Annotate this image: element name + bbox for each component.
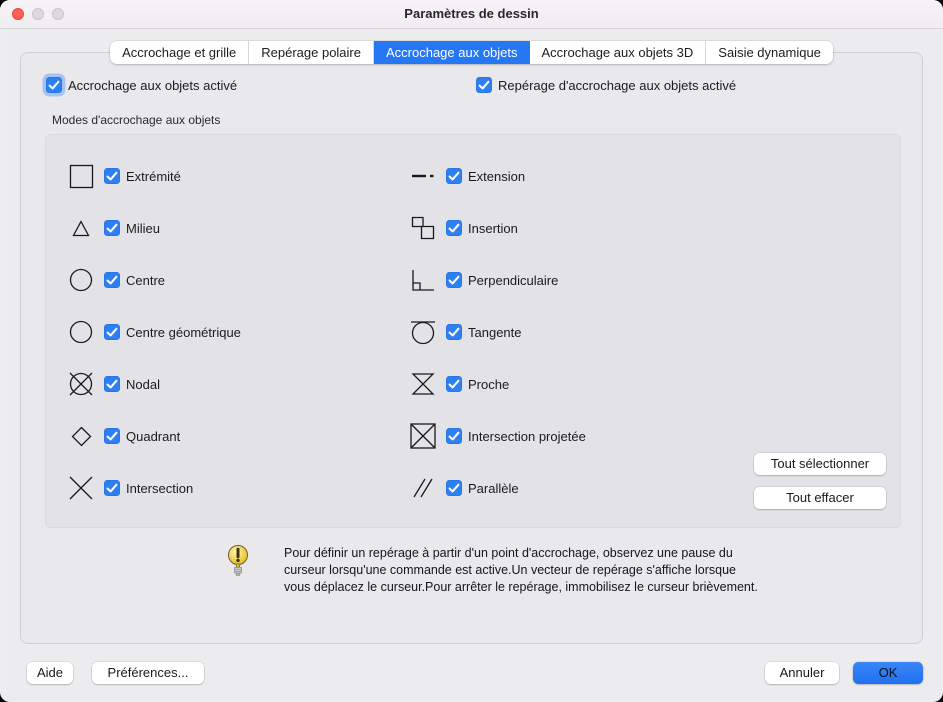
- label-extension: Extension: [468, 168, 526, 184]
- tab-accrochage-aux-objets-3d[interactable]: Accrochage aux objets 3D: [530, 41, 707, 64]
- checkbox-centre-geometrique[interactable]: [104, 324, 120, 340]
- node-circle-x-icon: [64, 371, 98, 397]
- checkbox-parallele[interactable]: [446, 480, 462, 496]
- tab-accrochage-et-grille[interactable]: Accrochage et grille: [110, 41, 249, 64]
- osnap-enabled-label: Accrochage aux objets activé: [68, 77, 238, 93]
- checkbox-centre[interactable]: [104, 272, 120, 288]
- tracking-hint-text: [284, 545, 758, 596]
- snap-row-extremite: [64, 160, 181, 192]
- otrack-enabled-row: [476, 77, 736, 93]
- titlebar: [0, 0, 943, 29]
- snap-row-centre-geometrique: [64, 316, 241, 348]
- label-intersection-projetee: Intersection projetée: [468, 428, 586, 444]
- label-tangente: Tangente: [468, 324, 522, 340]
- hint-line-1: Pour définir un repérage à partir d'un point d'accrochage, observez une pause du: [284, 546, 733, 560]
- checkbox-quadrant[interactable]: [104, 428, 120, 444]
- tab-accrochage-aux-objets[interactable]: Accrochage aux objets: [374, 41, 530, 64]
- label-proche: Proche: [468, 376, 510, 392]
- checkbox-intersection-projetee[interactable]: [446, 428, 462, 444]
- tab-reperage-polaire[interactable]: Repérage polaire: [249, 41, 374, 64]
- settings-panel: [20, 52, 923, 644]
- snap-row-insertion: [406, 212, 518, 244]
- help-button[interactable]: Aide: [27, 662, 73, 684]
- osnap-enabled-row: [46, 77, 237, 93]
- snap-row-proche: [406, 368, 509, 400]
- label-centre-geometrique: Centre géométrique: [126, 324, 241, 340]
- otrack-enabled-label: Repérage d'accrochage aux objets activé: [498, 77, 737, 93]
- label-centre: Centre: [126, 272, 166, 288]
- label-quadrant: Quadrant: [126, 428, 181, 444]
- checkbox-proche[interactable]: [446, 376, 462, 392]
- insertion-blocks-icon: [406, 216, 440, 240]
- snap-row-milieu: [64, 212, 160, 244]
- cancel-button[interactable]: Annuler: [765, 662, 839, 684]
- snap-row-nodal: [64, 368, 160, 400]
- snap-row-parallele: [406, 472, 519, 504]
- snap-row-intersection: [64, 472, 193, 504]
- window-title: Paramètres de dessin: [404, 6, 539, 21]
- snap-row-tangente: [406, 316, 522, 348]
- snap-modes-group-title: Modes d'accrochage aux objets: [52, 113, 221, 127]
- label-intersection: Intersection: [126, 480, 194, 496]
- checkbox-perpendiculaire[interactable]: [446, 272, 462, 288]
- checkbox-insertion[interactable]: [446, 220, 462, 236]
- lightbulb-icon: [227, 544, 249, 583]
- tab-saisie-dynamique[interactable]: Saisie dynamique: [706, 41, 833, 64]
- checkbox-intersection[interactable]: [104, 480, 120, 496]
- checkbox-tangente[interactable]: [446, 324, 462, 340]
- checkmark-icon: [46, 77, 62, 93]
- tangent-circle-icon: [406, 319, 440, 345]
- label-milieu: Milieu: [126, 220, 160, 236]
- parallel-lines-icon: [406, 477, 440, 499]
- nearest-hourglass-icon: [406, 372, 440, 396]
- select-all-button[interactable]: Tout sélectionner: [754, 453, 886, 475]
- geometric-center-circle-icon: [64, 320, 98, 344]
- snap-modes-groupbox: [45, 134, 901, 528]
- snap-row-perpendiculaire: [406, 264, 558, 296]
- checkbox-milieu[interactable]: [104, 220, 120, 236]
- apparent-intersection-box-icon: [406, 422, 440, 450]
- snap-row-extension: [406, 160, 525, 192]
- label-perpendiculaire: Perpendiculaire: [468, 272, 559, 288]
- snap-row-quadrant: [64, 420, 180, 452]
- clear-all-button[interactable]: Tout effacer: [754, 487, 886, 509]
- perpendicular-angle-icon: [406, 268, 440, 292]
- label-insertion: Insertion: [468, 220, 518, 236]
- checkbox-extension[interactable]: [446, 168, 462, 184]
- endpoint-square-icon: [64, 164, 98, 189]
- checkmark-icon: [476, 77, 492, 93]
- label-parallele: Parallèle: [468, 480, 519, 496]
- otrack-enabled-checkbox[interactable]: [476, 77, 492, 93]
- center-circle-icon: [64, 268, 98, 292]
- checkbox-nodal[interactable]: [104, 376, 120, 392]
- midpoint-triangle-icon: [64, 220, 98, 237]
- label-extremite: Extrémité: [126, 168, 181, 184]
- extension-dashdot-icon: [406, 173, 440, 179]
- label-nodal: Nodal: [126, 376, 160, 392]
- snap-row-centre: [64, 264, 165, 296]
- hint-line-3: vous déplacez le curseur.Pour arrêter le repérage, immobilisez le curseur brièvement.: [284, 580, 758, 594]
- snap-row-intersection-projetee: [406, 420, 586, 452]
- preferences-button[interactable]: Préférences...: [92, 662, 204, 684]
- intersection-x-icon: [64, 475, 98, 501]
- tab-bar: [0, 41, 943, 64]
- hint-line-2: curseur lorsqu'une commande est active.Un vecteur de repérage s'affiche lorsque: [284, 563, 737, 577]
- quadrant-diamond-icon: [64, 426, 98, 447]
- ok-button[interactable]: OK: [853, 662, 923, 684]
- checkbox-extremite[interactable]: [104, 168, 120, 184]
- osnap-enabled-checkbox[interactable]: [46, 77, 62, 93]
